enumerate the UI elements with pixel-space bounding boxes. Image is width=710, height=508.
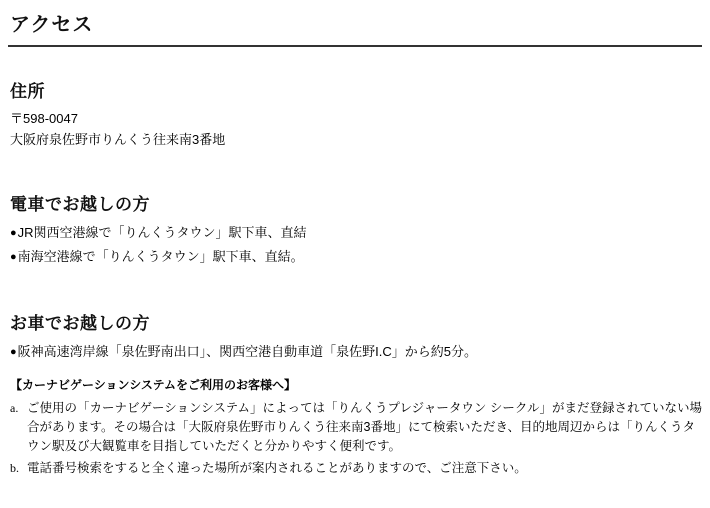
access-page <box>0 8 710 508</box>
car-access-section <box>8 309 702 478</box>
car-access-heading: お車でお越しの方 <box>10 314 150 333</box>
note-marker: b. <box>10 461 19 475</box>
train-access-item <box>10 221 702 245</box>
train-access-item-text: 南海空港線で「りんくうタウン」駅下車、直結。 <box>17 249 304 264</box>
note-marker: a. <box>10 401 19 415</box>
bullet-icon: ● <box>10 346 17 358</box>
address-street: 大阪府泉佐野市りんくう往来南3番地 <box>10 132 226 147</box>
car-access-item <box>10 340 702 364</box>
train-access-section <box>8 190 702 269</box>
train-access-item-text: JR関西空港線で「りんくうタウン」駅下車、直結 <box>17 225 307 240</box>
note-item <box>10 399 702 456</box>
note-text: 電話番号検索をすると全く違った場所が案内されることがありますので、ご注意下さい。 <box>27 461 527 475</box>
title-divider <box>8 45 702 47</box>
bullet-icon: ● <box>10 251 17 263</box>
address-postal-code: 〒598-0047 <box>10 111 78 126</box>
car-access-item-text: 阪神高速湾岸線「泉佐野南出口」、関西空港自動車道「泉佐野I.C」から約5分。 <box>17 344 477 359</box>
car-navigation-note-heading: 【カーナビゲーションシステムをご利用のお客様へ】 <box>10 378 297 392</box>
address-heading: 住所 <box>10 82 45 101</box>
page-title: アクセス <box>10 14 94 36</box>
car-navigation-note-list <box>10 399 702 478</box>
train-access-item <box>10 245 702 269</box>
note-item <box>10 459 702 478</box>
note-text: ご使用の「カーナビゲーションシステム」によっては「りんくうプレジャータウン シークル」がまだ登録されていない場合があります。その場合は「大阪府泉佐野市りんくう往来南3番地」にて検索いただき、目的地周辺からは「りんくうタウン駅及び大観覧車を目指していただくと分かりやすく便利です。 <box>27 401 702 453</box>
bullet-icon: ● <box>10 227 17 239</box>
train-access-heading: 電車でお越しの方 <box>10 195 150 214</box>
address-section <box>8 77 702 150</box>
